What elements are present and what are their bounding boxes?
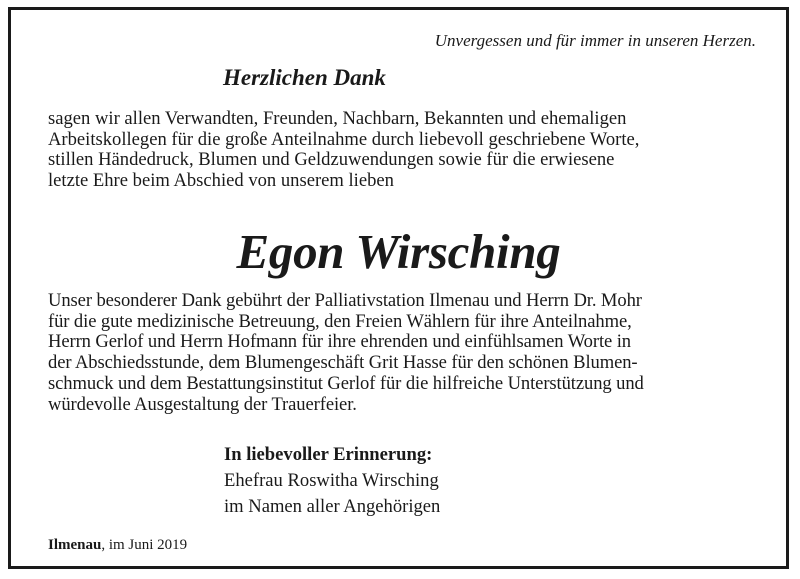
signoff-heading: In liebevoller Erinnerung: xyxy=(224,444,433,465)
obituary-notice xyxy=(8,7,789,569)
special-thanks-line: Unser besonderer Dank gebührt der Palliativstation Ilmenau und Herrn Dr. Mohr xyxy=(48,290,642,311)
place-and-date xyxy=(48,537,187,554)
special-thanks-line: der Abschiedsstunde, dem Blumengeschäft Grit Hasse für den schönen Blumen- xyxy=(48,352,638,374)
signoff-family: im Namen aller Angehörigen xyxy=(224,496,441,517)
special-thanks-line: für die gute medizinische Betreuung, den Freien Wählern für ihre Anteilnahme, xyxy=(48,310,632,332)
special-thanks-paragraph xyxy=(48,291,644,415)
signoff-block xyxy=(224,442,440,520)
intro-line: sagen wir allen Verwandten, Freunden, Nachbarn, Bekannten und ehemaligen xyxy=(48,108,627,129)
special-thanks-line: Herrn Gerlof und Herrn Hofmann für ihre ehrenden und einfühlsamen Worte in xyxy=(48,331,631,353)
thanks-heading: Herzlichen Dank xyxy=(223,65,386,90)
special-thanks-line: schmuck und dem Bestattungsinstitut Gerlof für die hilfreiche Unterstützung und xyxy=(48,372,644,394)
place: Ilmenau xyxy=(48,537,102,553)
intro-paragraph xyxy=(48,109,639,192)
deceased-name: Egon Wirsching xyxy=(236,224,561,279)
special-thanks-line: würdevolle Ausgestaltung der Trauerfeier. xyxy=(48,393,357,415)
date: , im Juni 2019 xyxy=(101,537,188,553)
signoff-widow: Ehefrau Roswitha Wirsching xyxy=(224,470,439,491)
intro-line: stillen Händedruck, Blumen und Geldzuwendungen sowie für die erwiesene xyxy=(48,149,615,171)
intro-line: letzte Ehre beim Abschied von unserem lieben xyxy=(48,170,394,192)
intro-line: Arbeitskollegen für die große Anteilnahme durch liebevoll geschriebene Worte, xyxy=(48,128,640,150)
memorial-tagline: Unvergessen und für immer in unseren Herzen. xyxy=(434,31,756,50)
